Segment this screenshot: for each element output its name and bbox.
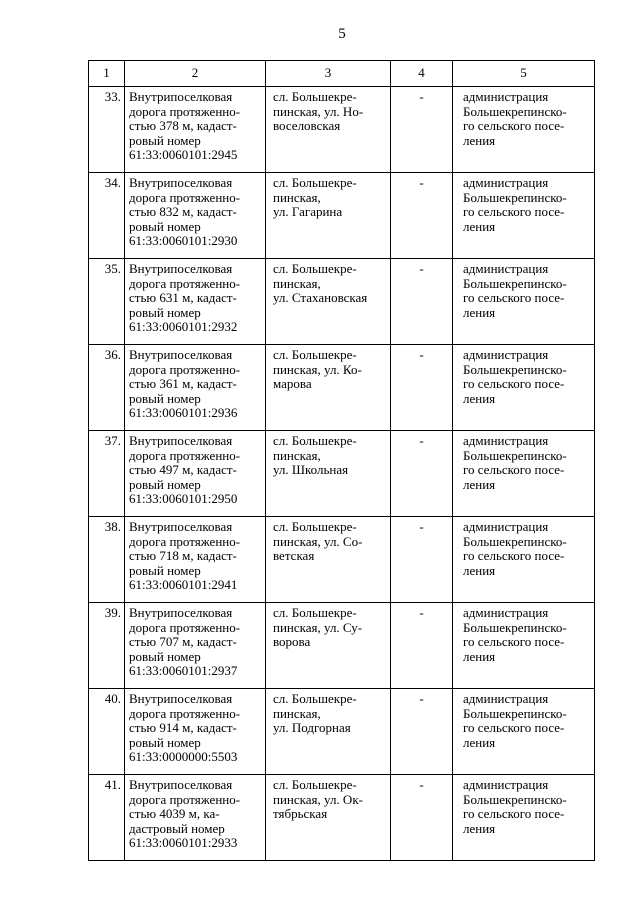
row-number: 39. xyxy=(89,603,125,689)
owner-cell xyxy=(453,689,595,775)
address-line: ул. Стахановская xyxy=(273,290,368,306)
area-cell: - xyxy=(391,603,453,689)
name-line: Внутрипоселковая xyxy=(129,347,233,362)
owner-cell xyxy=(453,259,595,345)
table-row xyxy=(89,431,595,517)
row-number: 35. xyxy=(89,259,125,345)
object-name-cell xyxy=(125,775,266,861)
owner-line: ления xyxy=(463,390,496,406)
object-name-cell xyxy=(125,345,266,431)
name-line: стью 718 м, кадаст- xyxy=(129,548,237,564)
owner-line: ления xyxy=(463,476,496,492)
owner-line: ления xyxy=(463,734,496,750)
address-line: сл. Большекре- xyxy=(273,347,357,362)
owner-cell xyxy=(453,517,595,603)
object-name-cell xyxy=(125,431,266,517)
address-line: пинская, ул. Су- xyxy=(273,619,363,635)
address-line: пинская, xyxy=(273,447,321,463)
name-line: 61:33:0060101:2932 xyxy=(129,319,238,335)
column-header: 2 xyxy=(125,61,266,87)
name-line: стью 707 м, кадаст- xyxy=(129,634,237,650)
object-name-cell xyxy=(125,173,266,259)
address-line: сл. Большекре- xyxy=(273,605,357,620)
owner-line: ления xyxy=(463,820,496,836)
owner-line: Большекрепинско- xyxy=(463,189,567,205)
address-cell xyxy=(266,603,391,689)
roads-table xyxy=(88,60,595,861)
address-cell xyxy=(266,689,391,775)
owner-line: администрация xyxy=(463,777,549,792)
address-line: пинская, ул. Ко- xyxy=(273,361,362,377)
owner-line: администрация xyxy=(463,89,549,104)
address-line: сл. Большекре- xyxy=(273,433,357,448)
owner-cell xyxy=(453,87,595,173)
column-header: 1 xyxy=(89,61,125,87)
name-line: 61:33:0000000:5503 xyxy=(129,749,238,765)
owner-line: го сельского посе- xyxy=(463,118,565,134)
owner-line: ления xyxy=(463,562,496,578)
owner-line: администрация xyxy=(463,433,549,448)
address-line: ворова xyxy=(273,634,311,650)
table-row xyxy=(89,87,595,173)
owner-line: администрация xyxy=(463,261,549,276)
owner-line: Большекрепинско- xyxy=(463,361,567,377)
owner-line: Большекрепинско- xyxy=(463,533,567,549)
name-line: стью 631 м, кадаст- xyxy=(129,290,237,306)
address-line: ветская xyxy=(273,548,315,564)
owner-line: ления xyxy=(463,304,496,320)
address-line: ул. Школьная xyxy=(273,462,349,478)
name-line: стью 378 м, кадаст- xyxy=(129,118,237,134)
name-line: стью 4039 м, ка- xyxy=(129,806,220,822)
owner-line: Большекрепинско- xyxy=(463,705,567,721)
name-line: стью 497 м, кадаст- xyxy=(129,462,237,478)
address-cell xyxy=(266,345,391,431)
table-row xyxy=(89,517,595,603)
name-line: дорога протяженно- xyxy=(129,791,241,807)
owner-line: ления xyxy=(463,132,496,148)
owner-line: администрация xyxy=(463,347,549,362)
name-line: дорога протяженно- xyxy=(129,447,241,463)
name-line: Внутрипоселковая xyxy=(129,777,233,792)
name-line: ровый номер xyxy=(129,132,201,148)
table-row xyxy=(89,775,595,861)
address-line: сл. Большекре- xyxy=(273,175,357,190)
address-line: марова xyxy=(273,376,312,392)
column-header: 5 xyxy=(453,61,595,87)
address-line: пинская, xyxy=(273,275,321,291)
name-line: ровый номер xyxy=(129,476,201,492)
address-line: пинская, xyxy=(273,189,321,205)
area-cell: - xyxy=(391,689,453,775)
table-row xyxy=(89,173,595,259)
address-cell xyxy=(266,173,391,259)
object-name-cell xyxy=(125,259,266,345)
address-cell xyxy=(266,87,391,173)
name-line: дорога протяженно- xyxy=(129,189,241,205)
name-line: 61:33:0060101:2937 xyxy=(129,663,238,679)
owner-line: Большекрепинско- xyxy=(463,791,567,807)
owner-line: администрация xyxy=(463,175,549,190)
owner-line: го сельского посе- xyxy=(463,204,565,220)
name-line: стью 914 м, кадаст- xyxy=(129,720,237,736)
address-line: сл. Большекре- xyxy=(273,519,357,534)
column-header: 3 xyxy=(266,61,391,87)
name-line: ровый номер xyxy=(129,390,201,406)
name-line: Внутрипоселковая xyxy=(129,519,233,534)
area-cell: - xyxy=(391,431,453,517)
owner-line: Большекрепинско- xyxy=(463,619,567,635)
name-line: дорога протяженно- xyxy=(129,275,241,291)
owner-line: го сельского посе- xyxy=(463,376,565,392)
name-line: дорога протяженно- xyxy=(129,533,241,549)
name-line: Внутрипоселковая xyxy=(129,175,233,190)
name-line: 61:33:0060101:2945 xyxy=(129,147,238,163)
owner-line: го сельского посе- xyxy=(463,720,565,736)
owner-line: го сельского посе- xyxy=(463,290,565,306)
owner-line: администрация xyxy=(463,605,549,620)
name-line: 61:33:0060101:2930 xyxy=(129,233,238,249)
name-line: 61:33:0060101:2950 xyxy=(129,491,238,507)
table-row xyxy=(89,689,595,775)
owner-cell xyxy=(453,775,595,861)
owner-line: го сельского посе- xyxy=(463,548,565,564)
owner-line: Большекрепинско- xyxy=(463,447,567,463)
row-number: 41. xyxy=(89,775,125,861)
name-line: ровый номер xyxy=(129,562,201,578)
address-line: сл. Большекре- xyxy=(273,691,357,706)
owner-line: администрация xyxy=(463,519,549,534)
area-cell: - xyxy=(391,173,453,259)
object-name-cell xyxy=(125,603,266,689)
row-number: 37. xyxy=(89,431,125,517)
object-name-cell xyxy=(125,87,266,173)
address-line: пинская, ул. Со- xyxy=(273,533,363,549)
table-row xyxy=(89,603,595,689)
name-line: Внутрипоселковая xyxy=(129,433,233,448)
row-number: 34. xyxy=(89,173,125,259)
name-line: стью 832 м, кадаст- xyxy=(129,204,237,220)
address-cell xyxy=(266,775,391,861)
owner-cell xyxy=(453,431,595,517)
object-name-cell xyxy=(125,517,266,603)
name-line: Внутрипоселковая xyxy=(129,691,233,706)
name-line: 61:33:0060101:2936 xyxy=(129,405,238,421)
row-number: 33. xyxy=(89,87,125,173)
table-header-row xyxy=(89,61,595,87)
name-line: стью 361 м, кадаст- xyxy=(129,376,237,392)
address-line: ул. Подгорная xyxy=(273,720,351,736)
area-cell: - xyxy=(391,345,453,431)
owner-line: Большекрепинско- xyxy=(463,103,567,119)
name-line: Внутрипоселковая xyxy=(129,89,233,104)
address-line: ул. Гагарина xyxy=(273,204,343,220)
owner-line: го сельского посе- xyxy=(463,462,565,478)
address-cell xyxy=(266,431,391,517)
address-cell xyxy=(266,259,391,345)
name-line: дорога протяженно- xyxy=(129,705,241,721)
name-line: дастровый номер xyxy=(129,820,225,836)
name-line: дорога протяженно- xyxy=(129,361,241,377)
address-cell xyxy=(266,517,391,603)
address-line: сл. Большекре- xyxy=(273,89,357,104)
name-line: Внутрипоселковая xyxy=(129,605,233,620)
name-line: ровый номер xyxy=(129,304,201,320)
name-line: дорога протяженно- xyxy=(129,103,241,119)
table-row xyxy=(89,345,595,431)
name-line: 61:33:0060101:2933 xyxy=(129,835,238,851)
address-line: тябрьская xyxy=(273,806,328,822)
address-line: воселовская xyxy=(273,118,341,134)
area-cell: - xyxy=(391,87,453,173)
owner-line: ления xyxy=(463,218,496,234)
row-number: 40. xyxy=(89,689,125,775)
name-line: ровый номер xyxy=(129,218,201,234)
area-cell: - xyxy=(391,259,453,345)
address-line: пинская, ул. Но- xyxy=(273,103,364,119)
address-line: пинская, xyxy=(273,705,321,721)
owner-line: Большекрепинско- xyxy=(463,275,567,291)
owner-cell xyxy=(453,173,595,259)
row-number: 38. xyxy=(89,517,125,603)
name-line: ровый номер xyxy=(129,734,201,750)
table-row xyxy=(89,259,595,345)
area-cell: - xyxy=(391,517,453,603)
owner-cell xyxy=(453,345,595,431)
address-line: сл. Большекре- xyxy=(273,261,357,276)
owner-line: го сельского посе- xyxy=(463,806,565,822)
owner-line: ления xyxy=(463,648,496,664)
area-cell: - xyxy=(391,775,453,861)
name-line: дорога протяженно- xyxy=(129,619,241,635)
owner-cell xyxy=(453,603,595,689)
page-number: 5 xyxy=(338,26,346,42)
column-header: 4 xyxy=(391,61,453,87)
address-line: пинская, ул. Ок- xyxy=(273,791,363,807)
object-name-cell xyxy=(125,689,266,775)
name-line: 61:33:0060101:2941 xyxy=(129,577,238,593)
owner-line: го сельского посе- xyxy=(463,634,565,650)
address-line: сл. Большекре- xyxy=(273,777,357,792)
owner-line: администрация xyxy=(463,691,549,706)
name-line: Внутрипоселковая xyxy=(129,261,233,276)
row-number: 36. xyxy=(89,345,125,431)
name-line: ровый номер xyxy=(129,648,201,664)
